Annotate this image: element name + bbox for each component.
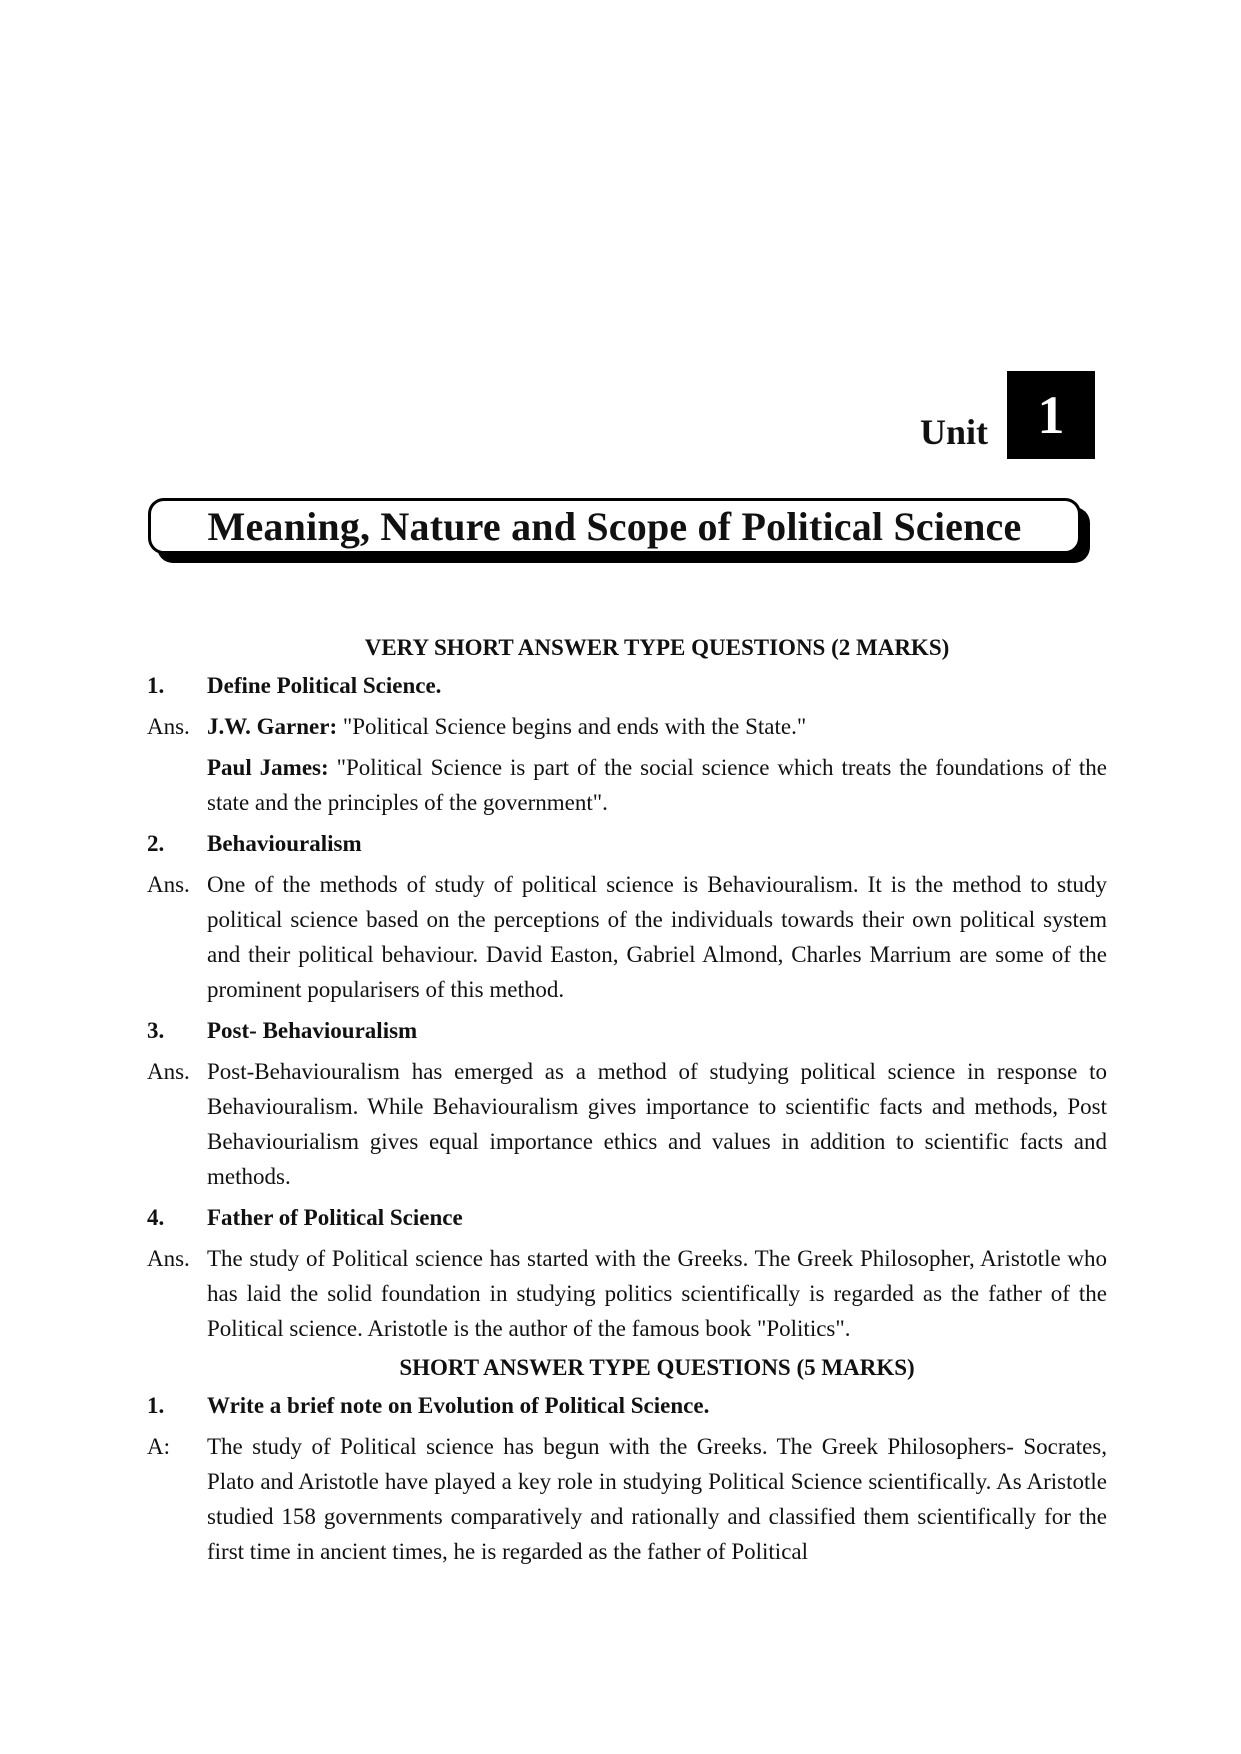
quote-author: Paul James: <box>207 755 329 780</box>
chapter-title: Meaning, Nature and Scope of Political Science <box>207 503 1022 549</box>
question-text: Write a brief note on Evolution of Political Science. <box>207 1393 710 1418</box>
answer-marker: Ans. <box>147 1059 190 1084</box>
question-text: Father of Political Science <box>207 1205 463 1230</box>
question-row <box>147 668 1107 703</box>
answer-text: One of the methods of study of political science is Behaviouralism. It is the method to study political science based on the perceptions of the individuals towards their own political system and their political behaviour. David Easton, Gabriel Almond, Charles Marrium are some of the prominent popularisers of this method. <box>207 872 1107 1002</box>
answer-row <box>147 1429 1107 1569</box>
answer-row <box>147 709 1107 744</box>
question-number: 1. <box>147 673 165 698</box>
section-heading-short: SHORT ANSWER TYPE QUESTIONS (5 MARKS) <box>399 1355 915 1380</box>
quote-text: "Political Science begins and ends with the State." <box>342 714 807 739</box>
answer-paragraph <box>207 750 1107 820</box>
answer-marker: Ans. <box>147 872 190 897</box>
question-row <box>147 1388 1107 1423</box>
answer-row <box>147 1054 1107 1194</box>
unit-label: Unit <box>919 412 988 452</box>
question-row <box>147 1200 1107 1235</box>
question-number: 3. <box>147 1018 165 1043</box>
answer-text <box>207 709 1107 744</box>
answer-marker: A: <box>147 1434 170 1459</box>
question-text: Define Political Science. <box>207 673 442 698</box>
page-content <box>147 628 1107 1575</box>
question-text: Post- Behaviouralism <box>207 1018 418 1043</box>
answer-text: The study of Political science has begun with the Greeks. The Greek Philosophers- Socrates, Plato and Aristotle have played a key role in studying Political Science scientifically. As Aristotle studied 158 governments comparatively and rationally and classified them scientifically for the first time in ancient times, he is regarded as the father of Political <box>207 1434 1107 1564</box>
chapter-title-box <box>148 498 1081 554</box>
unit-number-box: 1 <box>1007 371 1095 459</box>
question-number: 2. <box>147 831 165 856</box>
question-text: Behaviouralism <box>207 831 362 856</box>
question-row <box>147 1013 1107 1048</box>
answer-marker: Ans. <box>147 714 190 739</box>
answer-row <box>147 1241 1107 1346</box>
answer-text: Post-Behaviouralism has emerged as a method of studying political science in response to Behaviouralism. While Behaviouralism gives importance to scientific facts and methods, Post Behaviourialism gives equal importance ethics and values in addition to scientific facts and methods. <box>207 1059 1107 1189</box>
question-number: 4. <box>147 1205 165 1230</box>
quote-author: J.W. Garner: <box>207 714 338 739</box>
answer-marker: Ans. <box>147 1246 190 1271</box>
answer-row <box>147 867 1107 1007</box>
question-number: 1. <box>147 1393 165 1418</box>
question-row <box>147 826 1107 861</box>
answer-text: The study of Political science has started with the Greeks. The Greek Philosopher, Aristotle who has laid the solid foundation in studying politics scientifically is regarded as the father of the Political science. Aristotle is the author of the famous book "Politics". <box>207 1246 1107 1341</box>
quote-text: "Political Science is part of the social science which treats the foundations of the state and the principles of the government". <box>207 755 1107 815</box>
section-heading-very-short: VERY SHORT ANSWER TYPE QUESTIONS (2 MARKS) <box>364 635 950 660</box>
